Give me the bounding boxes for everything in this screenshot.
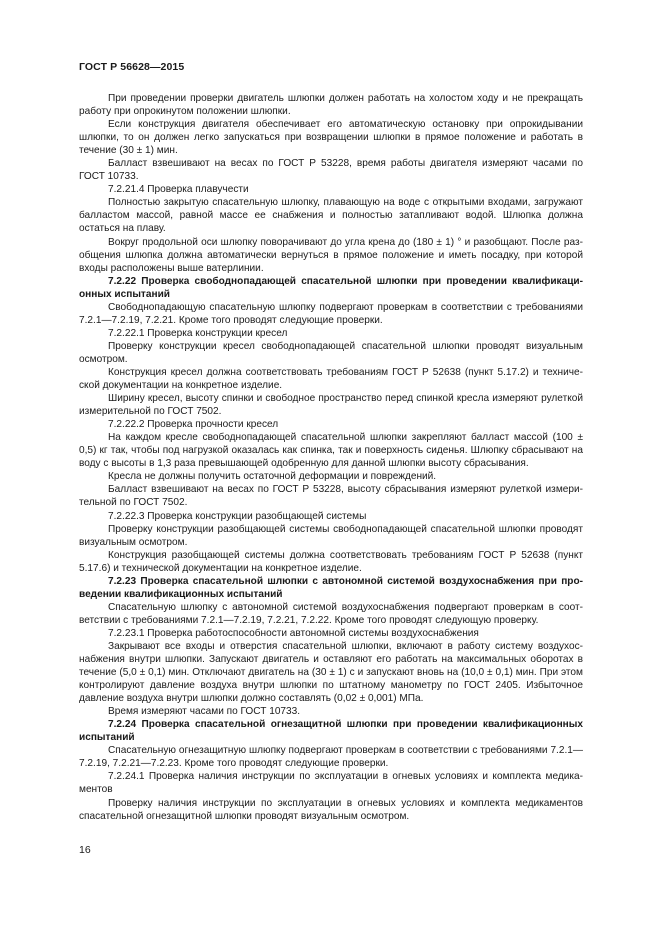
subsection-heading: 7.2.22.1 Проверка конструкции кресел — [108, 327, 288, 339]
document-body — [79, 92, 583, 823]
paragraph: Проверку конструкции кресел свободнопадающей спасательной шлюпки проводят визуальным осмотром. — [79, 340, 583, 365]
paragraph: Кресла не должны получить остаточной деформации и повреждений. — [108, 471, 437, 483]
subsection-heading: 7.2.24.1 Проверка наличия инструкции по эксплуатации в огневых условиях и комплекта медикаментов — [79, 771, 583, 796]
standard-code-header: ГОСТ Р 56628—2015 — [79, 61, 185, 73]
paragraph: Ширину кресел, высоту спинки и свободное пространство перед спинкой кресла измеряют рулеткой измерительной по ГОСТ 7502. — [79, 393, 583, 418]
section-heading: 7.2.24 Проверка спасательной огнезащитной шлюпки при проведении квалификационных испытаний — [79, 719, 583, 744]
subsection-heading: 7.2.22.3 Проверка конструкции разобщающей системы — [108, 510, 367, 522]
paragraph: Полностью закрытую спасательную шлюпку, плавающую на воде с открытыми входами, загружают балластом массой, равной массе ее снабжения и полностью затапливают водой. Шлюпка должна остаться на плаву. — [79, 197, 583, 235]
paragraph: При проведении проверки двигатель шлюпки должен работать на холостом ходу и не прекращать работу при опрокинутом положении шлюпки. — [79, 93, 583, 118]
subsection-heading: 7.2.21.4 Проверка плавучести — [108, 184, 249, 196]
paragraph: Спасательную шлюпку с автономной системой воздухоснабжения подвергают проверкам в соответствии с требованиями 7.2.1—7.2.19, 7.2.21, 7.2.22. Кроме того проводят следующую проверку. — [79, 601, 583, 626]
paragraph: Балласт взвешивают на весах по ГОСТ Р 53228, высоту сбрасывания измеряют рулеткой измерительной по ГОСТ 7502. — [79, 484, 583, 509]
paragraph: Конструкция разобщающей системы должна соответствовать требованиям ГОСТ Р 52638 (пункт 5.17.6) и технической документации на конкретное изделие. — [79, 549, 583, 574]
paragraph: Время измеряют часами по ГОСТ 10733. — [108, 706, 301, 718]
paragraph: Конструкция кресел должна соответствовать требованиям ГОСТ Р 52638 (пункт 5.17.2) и технической документации на конкретное изделие. — [79, 366, 583, 392]
paragraph: На каждом кресле свободнопадающей спасательной шлюпки закрепляют балласт массой (100 ± 0,5) кг так, чтобы под нагрузкой оказалась как спинка, так и поверхность сиденья. Шлюпку сбрасывают на воду с высоты в 1,3 раза превышающей одобренную для данной шлюпки высоту сбрасывания. — [79, 432, 583, 470]
paragraph: Вокруг продольной оси шлюпку поворачивают до угла крена до (180 ± 1) ° и разобщают. После разобщения шлюпка должна автоматически вернуться в прямое положение и иметь посадку, при которой входы расположены выше ватерлинии. — [79, 236, 583, 274]
subsection-heading: 7.2.23.1 Проверка работоспособности автономной системы воздухоснабжения — [108, 627, 479, 639]
paragraph: Свободнопадающую спасательную шлюпку подвергают проверкам в соответствии с требованиями 7.2.1—7.2.19, 7.2.21. Кроме того проводят следующие проверки. — [79, 301, 583, 326]
paragraph: Балласт взвешивают на весах по ГОСТ Р 53228, время работы двигателя измеряют часами по ГОСТ 10733. — [79, 158, 583, 183]
page-number: 16 — [79, 844, 91, 856]
subsection-heading: 7.2.22.2 Проверка прочности кресел — [108, 419, 279, 431]
paragraph: Спасательную огнезащитную шлюпку подвергают проверкам в соответствии с требованиями 7.2.1—7.2.19, 7.2.21—7.2.23. Кроме того проводят следующие проверки. — [79, 745, 583, 770]
paragraph: Проверку конструкции разобщающей системы свободнопадающей спасательной шлюпки проводят визуальным осмотром. — [79, 523, 583, 548]
section-heading: 7.2.22 Проверка свободнопадающей спасательной шлюпки при проведении квалификационных испытаний — [79, 275, 583, 300]
paragraph: Проверку наличия инструкции по эксплуатации в огневых условиях и комплекта медикаментов спасательной огнезащитной шлюпки проводят визуальным осмотром. — [79, 797, 583, 822]
section-heading: 7.2.23 Проверка спасательной шлюпки с автономной системой воздухоснабжения при проведении квалификационных испытаний — [79, 575, 583, 600]
paragraph: Закрывают все входы и отверстия спасательной шлюпки, включают в работу систему воздухоснабжения внутри шлюпки. Запускают двигатель и оставляют его работать на максимальных оборотах в течение (5,0 ± 0,1) мин. Отключают двигатель на (30 ± 1) с и запускают вновь на (10,0 ± 0,1) мин. При этом контролируют давление воздуха внутри шлюпки по штатному манометру по ГОСТ 2405. Избыточное давление воздуха внутри шлюпки должно составлять (0,02 ± 0,001) МПа. — [79, 640, 583, 705]
paragraph: Если конструкция двигателя обеспечивает его автоматическую остановку при опрокидывании шлюпки, то он должен легко запускаться при возвращении шлюпки в прямое положение и работать в течение (30 ± 1) мин. — [79, 119, 583, 157]
